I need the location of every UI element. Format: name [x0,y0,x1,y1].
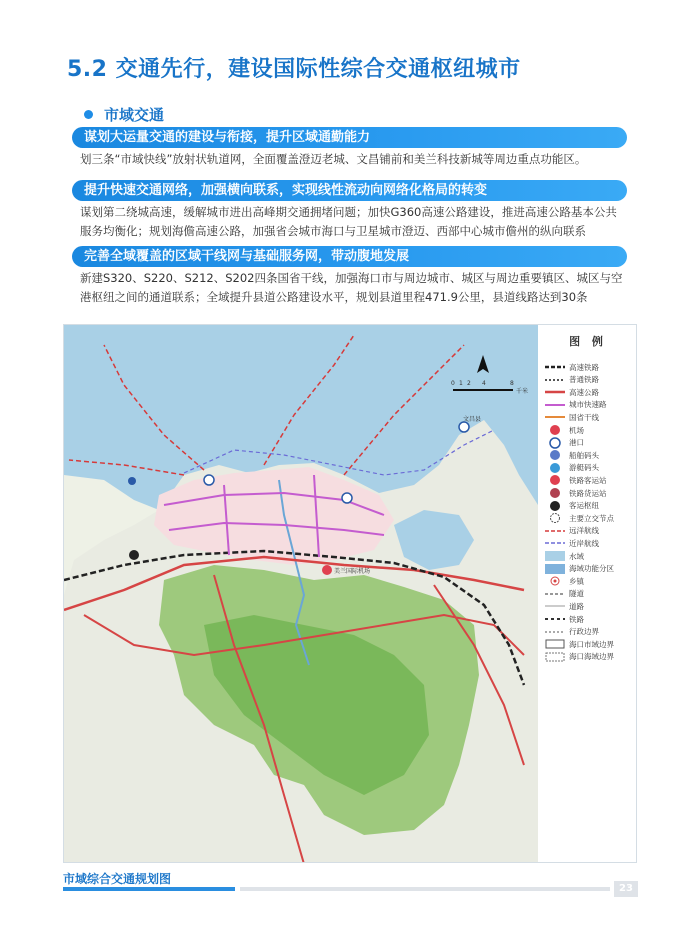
figure-caption: 市域综合交通规划图 [63,872,172,886]
legend-item [544,525,599,537]
legend-label: 城市快速路 [569,400,607,410]
high-speed-rail-line-icon [544,361,566,373]
legend-item [544,651,614,663]
admin-boundary-line-icon [544,626,566,638]
marine-zone-icon [544,563,566,575]
scale-tick-0: 0 [451,380,455,387]
legend-item [544,462,599,474]
cruise-terminal-icon [544,462,566,474]
legend-item [544,437,584,449]
legend-label: 行政边界 [569,627,599,637]
legend-item [544,424,584,436]
legend-label: 海口海域边界 [569,652,614,662]
coastal-route-line-icon [544,537,566,549]
scale-tick-8: 8 [510,380,514,387]
caption-underline [63,887,235,891]
section-label: 市域交通 [104,106,165,124]
heading-banner-3: 完善全域覆盖的区域干线网与基础服务网，带动腹地发展 [72,246,627,267]
bullet-dot-icon [84,110,93,119]
port-marker-2 [342,493,352,503]
scale-tick-1: 1 [459,380,463,387]
legend-label: 船舶码头 [569,450,599,460]
page-title: 5.2 交通先行，建设国际性综合交通枢纽城市 [67,57,521,82]
legend-label: 铁路客运站 [569,475,607,485]
haikou-boundary-line-icon [544,638,566,650]
legend-item [544,638,614,650]
legend-item [544,537,599,549]
expressway-line-icon [544,386,566,398]
airport-icon [544,424,566,436]
scale-tick-4: 4 [482,380,486,387]
legend-title: 图 例 [569,335,607,348]
ro-ro-terminal-icon [544,449,566,461]
map-label-airport: 美兰国际机场 [334,568,371,575]
legend-item [544,600,584,612]
legend-item [544,550,584,562]
sea-boundary-line-icon [544,651,566,663]
legend-label: 国省干线 [569,412,599,422]
legend-label: 远洋航线 [569,526,599,536]
legend-item [544,487,607,499]
port-icon [544,437,566,449]
regular-rail-line-icon [544,374,566,386]
national-highway-line-icon [544,411,566,423]
legend-item [544,500,599,512]
legend-label: 乡镇 [569,576,584,586]
legend-item [544,374,599,386]
legend-item [544,386,599,398]
legend-label: 近岸航线 [569,538,599,548]
terminal-marker [128,477,136,485]
legend-item [544,399,607,411]
legend-label: 游艇码头 [569,463,599,473]
legend-item [544,613,584,625]
page-number: 23 [614,881,638,897]
port-marker-1 [204,475,214,485]
rail-station-marker [129,550,139,560]
interchange-node-icon [544,512,566,524]
legend-item [544,626,599,638]
legend-label: 海域功能分区 [569,564,614,574]
legend-item [544,512,614,524]
legend-label: 铁路货运站 [569,488,607,498]
airport-marker [322,565,332,575]
scale-unit: 千米 [516,388,529,395]
legend-label: 机场 [569,425,584,435]
legend-item [544,474,607,486]
legend-label: 隧道 [569,589,584,599]
legend-label: 海口市域边界 [569,639,614,649]
heading-banner-1: 谋划大运量交通的建设与衔接，提升区域通勤能力 [72,127,627,148]
rail-freight-station-icon [544,487,566,499]
tunnel-line-icon [544,588,566,600]
paragraph-2: 谋划第二绕城高速，缓解城市进出高峰期交通拥堵问题；加快G360高速公路建设，推进高速公路基本公共服务均衡化；规划海儋高速公路，加强省会城市海口与卫星城市澄迈、西部中心城市儋州的纵向联系 [80,205,617,238]
footer-rule [240,887,610,891]
port-marker-3 [459,422,469,432]
scale-tick-2: 2 [467,380,471,387]
rail-passenger-station-icon [544,474,566,486]
legend-label: 铁路 [569,614,584,624]
legend-item [544,575,584,587]
map-label-wenchang: 文昌县 [463,416,482,423]
legend-label: 客运枢纽 [569,501,599,511]
bus-hub-icon [544,500,566,512]
paragraph-1: 划三条“市域快线”放射状轨道网，全面覆盖澄迈老城、文昌铺前和美兰科技新城等周边重点功能区。 [80,152,587,166]
legend-label: 普通铁路 [569,375,599,385]
legend-item [544,411,599,423]
legend-label: 主要立交节点 [569,513,614,523]
township-icon [544,575,566,587]
transport-plan-map [63,324,637,863]
legend-item [544,588,584,600]
legend-label: 道路 [569,601,584,611]
railway-line-icon [544,613,566,625]
legend-item [544,361,599,373]
heading-banner-2: 提升快速交通网络，加强横向联系，实现线性流动向网络化格局的转变 [72,180,627,201]
paragraph-3: 新建S320、S220、S212、S202四条国省干线，加强海口市与周边城市、城区与周边重要镇区、城区与空港枢纽之间的通道联系；全域提升县道公路建设水平，规划县道里程471.9公里，县道线路达到30条 [80,271,623,304]
legend-label: 高速公路 [569,387,599,397]
water-area-icon [544,550,566,562]
legend-label: 水域 [569,551,584,561]
legend-label: 高速铁路 [569,362,599,372]
section-header [84,104,164,125]
urban-express-line-icon [544,399,566,411]
legend-item [544,563,614,575]
legend-label: 港口 [569,438,584,448]
map-legend [538,325,637,863]
road-line-icon [544,600,566,612]
ocean-route-line-icon [544,525,566,537]
legend-item [544,449,599,461]
